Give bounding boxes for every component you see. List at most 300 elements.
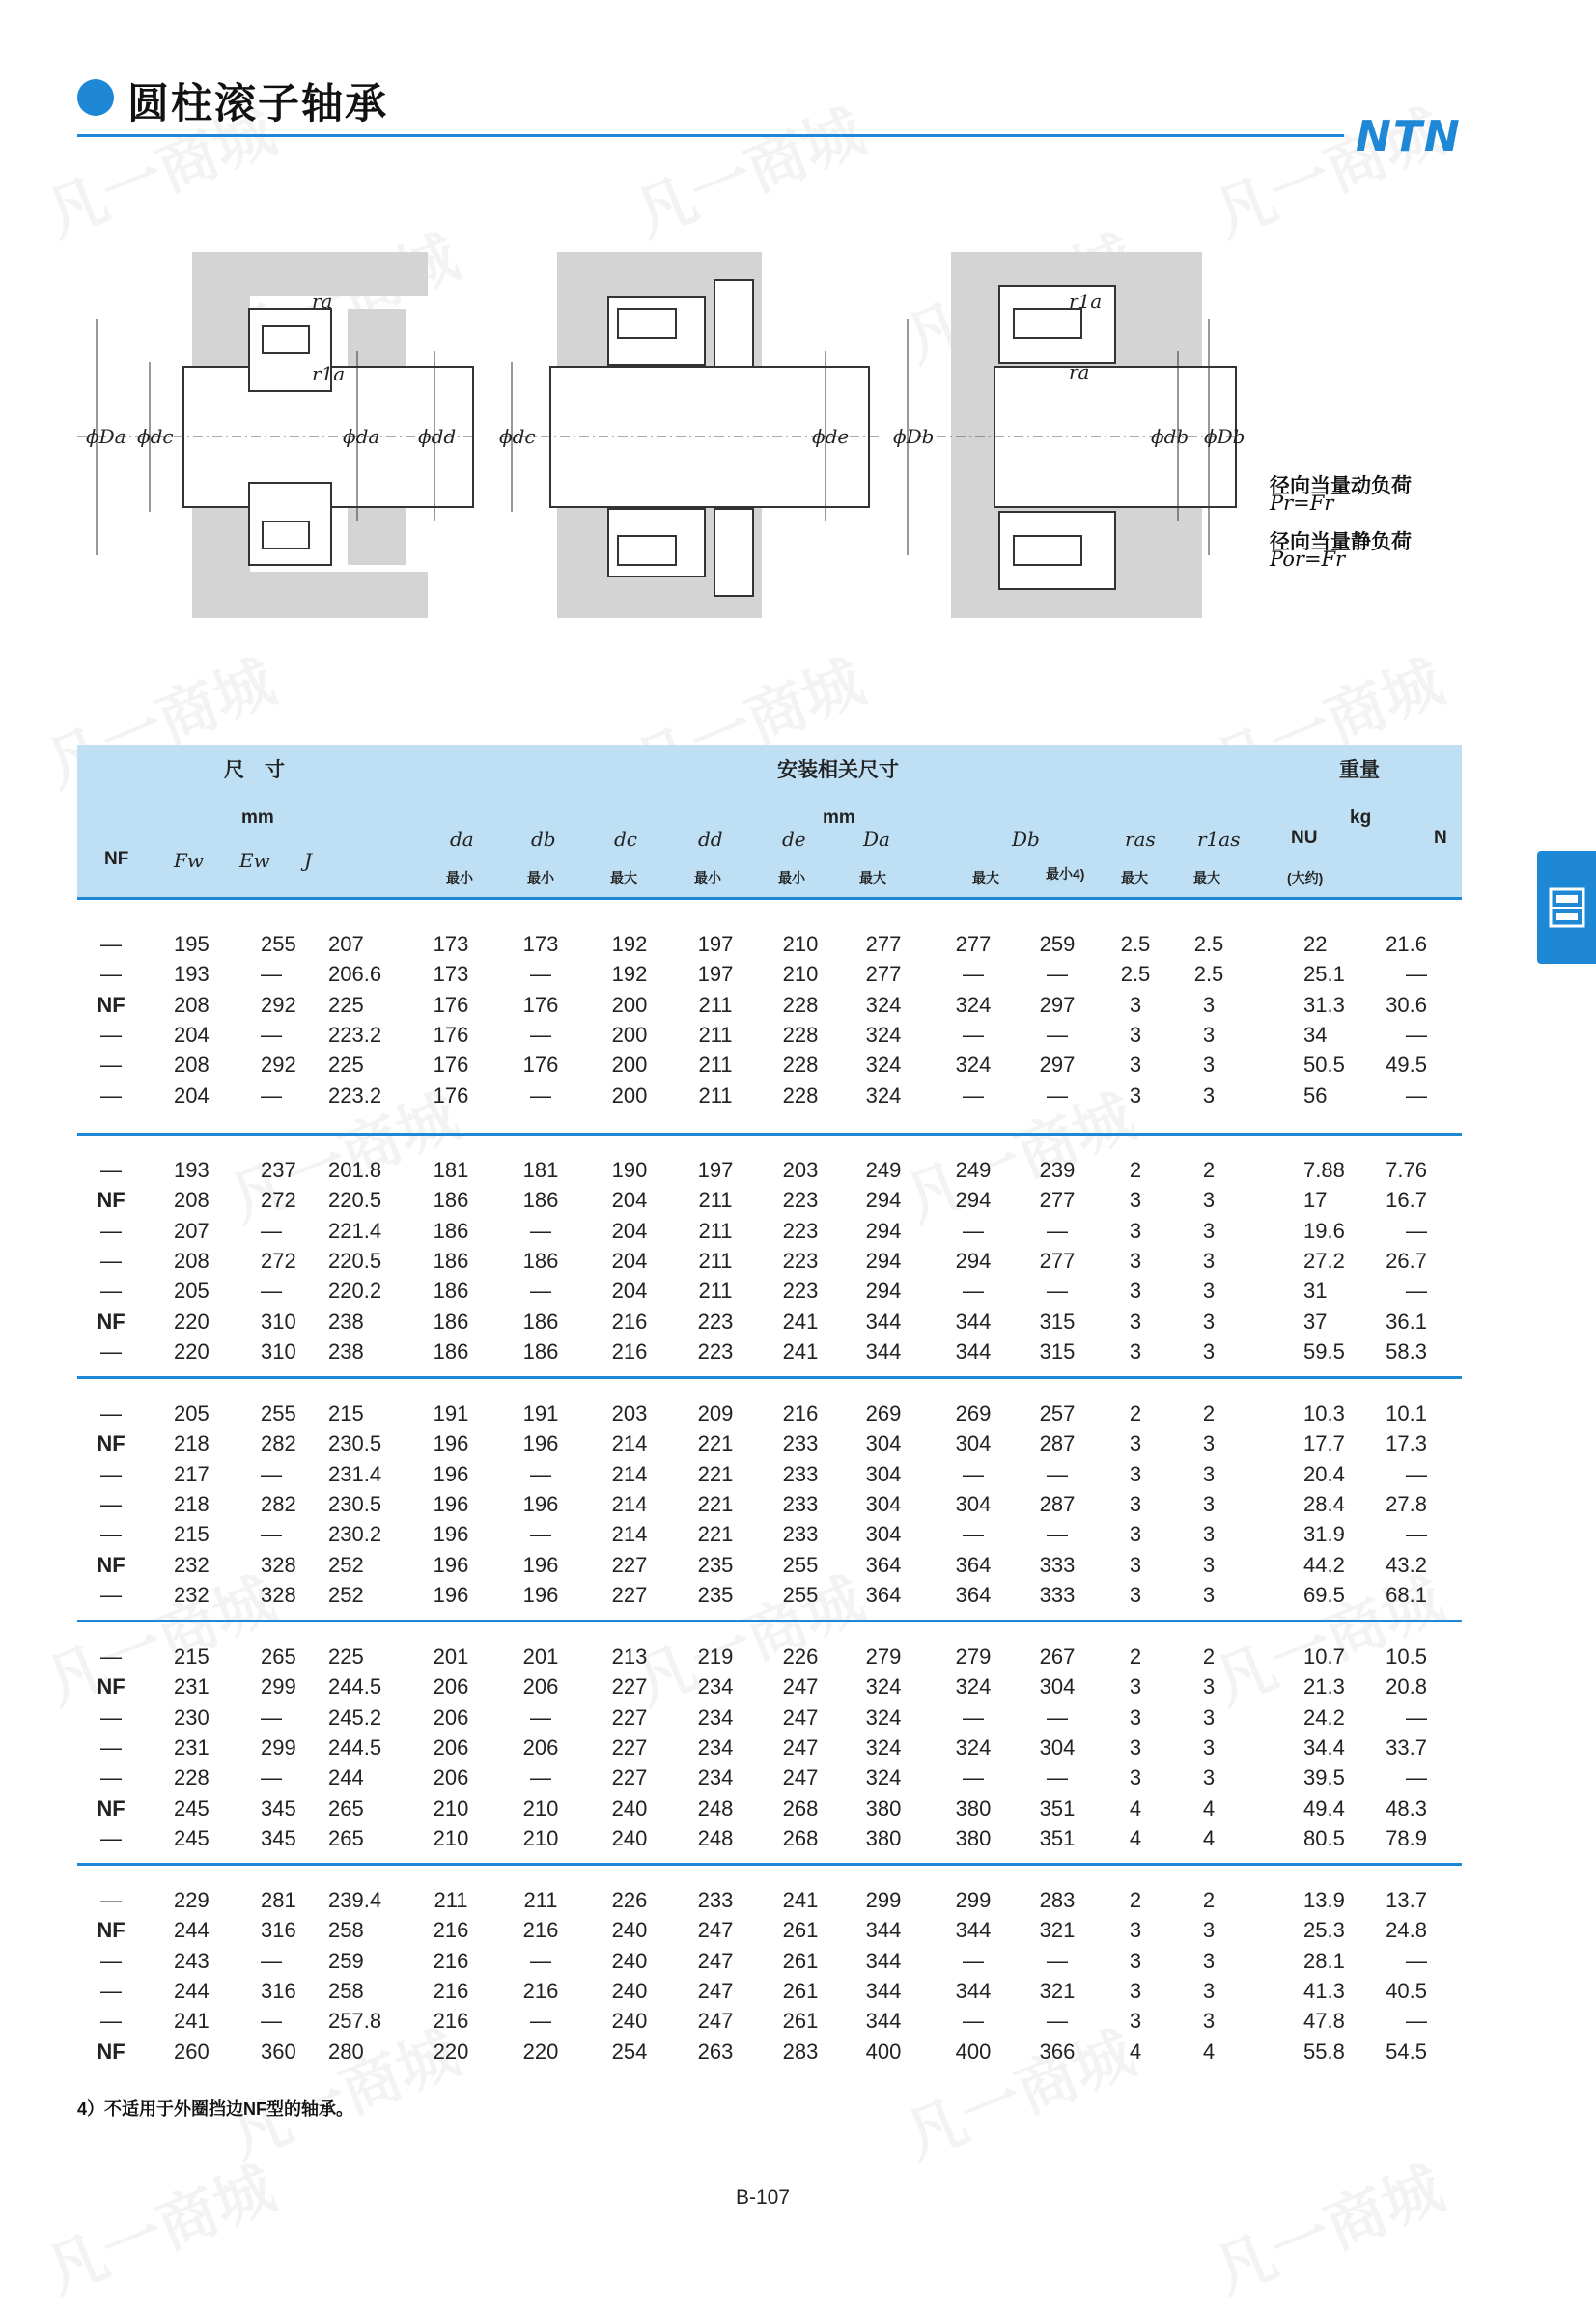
column-header-n: N xyxy=(1434,828,1447,848)
table-cell: — xyxy=(100,1978,122,2003)
table-cell: NF xyxy=(97,1918,126,1943)
table-cell: 204 xyxy=(611,1279,648,1304)
table-cell: 230.5 xyxy=(328,1431,382,1456)
table-cell: 196 xyxy=(433,1552,469,1577)
title-bullet-icon xyxy=(77,79,114,116)
table-cell: — xyxy=(1047,1218,1068,1243)
table-cell: 201 xyxy=(522,1645,559,1669)
table-cell: 3 xyxy=(1129,1918,1142,1943)
table-cell: 287 xyxy=(1039,1491,1076,1516)
table-cell: 232 xyxy=(174,1552,210,1577)
table-cell: 211 xyxy=(698,1218,733,1243)
table-cell: 16.7 xyxy=(1386,1188,1427,1213)
table-cell: 3 xyxy=(1129,1279,1142,1304)
table-cell: 3 xyxy=(1129,1218,1142,1243)
table-cell: 241 xyxy=(782,1888,819,1912)
table-cell: 240 xyxy=(611,1918,648,1943)
table-cell: 244 xyxy=(328,1765,364,1790)
column-header-r1as: r1as xyxy=(1197,828,1241,851)
table-cell: — xyxy=(1047,1522,1068,1547)
table-cell: 218 xyxy=(174,1491,210,1516)
table-cell: 3 xyxy=(1129,1248,1142,1273)
table-cell: 207 xyxy=(328,932,364,956)
table-cell: 247 xyxy=(782,1675,819,1700)
table-cell: 13.9 xyxy=(1303,1888,1345,1912)
table-row xyxy=(77,1823,1462,1853)
table-cell: 268 xyxy=(782,1825,819,1850)
table-cell: 272 xyxy=(261,1248,296,1273)
table-cell: 211 xyxy=(698,1188,733,1213)
table-cell: 201.8 xyxy=(328,1158,382,1182)
table-cell: — xyxy=(100,1158,122,1182)
table-cell: 277 xyxy=(865,962,902,987)
table-cell: 237 xyxy=(261,1158,296,1182)
table-cell: 3 xyxy=(1202,1188,1216,1213)
table-cell: 324 xyxy=(865,1765,902,1790)
table-cell: — xyxy=(1406,1765,1427,1790)
table-cell: 235 xyxy=(697,1552,734,1577)
table-cell: 205 xyxy=(174,1279,210,1304)
column-header-db: Db xyxy=(1012,828,1040,851)
table-cell: 283 xyxy=(1039,1888,1076,1912)
table-cell: 210 xyxy=(522,1795,559,1820)
table-cell: 2 xyxy=(1129,1645,1142,1669)
column-subheader-db-min: 最小4) xyxy=(1046,866,1085,882)
column-header-de: de xyxy=(782,828,806,851)
table-cell: 3 xyxy=(1202,1522,1216,1547)
table-cell: 210 xyxy=(433,1795,469,1820)
table-cell: 186 xyxy=(522,1248,559,1273)
table-row xyxy=(77,1155,1462,1185)
table-cell: 19.6 xyxy=(1303,1218,1345,1243)
table-cell: 206 xyxy=(522,1675,559,1700)
table-cell: 2 xyxy=(1202,1401,1216,1425)
table-cell: 380 xyxy=(955,1825,992,1850)
table-cell: 244 xyxy=(174,1978,210,2003)
table-cell: 214 xyxy=(611,1431,648,1456)
table-cell: — xyxy=(1406,1948,1427,1973)
table-cell: 34.4 xyxy=(1303,1734,1345,1760)
table-cell: 17.3 xyxy=(1386,1431,1427,1456)
table-cell: — xyxy=(1047,1765,1068,1790)
table-cell: 227 xyxy=(611,1765,648,1790)
column-subheader: 最大 xyxy=(859,870,886,886)
column-header-j: J xyxy=(304,849,313,872)
table-row xyxy=(77,1703,1462,1732)
table-cell: 324 xyxy=(955,992,992,1017)
table-cell: 204 xyxy=(611,1248,648,1273)
column-subheader: 最大 xyxy=(1193,870,1220,886)
table-cell: 265 xyxy=(328,1825,364,1850)
column-header-da: Da xyxy=(863,828,890,851)
table-cell: 247 xyxy=(782,1765,819,1790)
table-cell: 3 xyxy=(1202,1309,1216,1334)
table-cell: — xyxy=(530,1218,551,1243)
table-cell: 3 xyxy=(1202,992,1216,1017)
table-cell: 220 xyxy=(522,2039,559,2064)
table-cell: 209 xyxy=(697,1401,734,1425)
table-cell: 20.8 xyxy=(1386,1675,1427,1700)
table-cell: 310 xyxy=(261,1338,296,1364)
table-cell: 206 xyxy=(433,1675,469,1700)
table-cell: 196 xyxy=(522,1582,559,1607)
table-cell: 3 xyxy=(1202,1765,1216,1790)
table-cell: 315 xyxy=(1039,1309,1076,1334)
table-cell: 216 xyxy=(522,1918,559,1943)
table-cell: 28.1 xyxy=(1303,1948,1345,1973)
table-cell: 304 xyxy=(865,1461,902,1486)
table-cell: 344 xyxy=(865,1309,902,1334)
table-cell: — xyxy=(963,1022,984,1047)
table-cell: — xyxy=(261,1083,282,1108)
table-cell: 4 xyxy=(1129,1825,1142,1850)
table-cell: 24.8 xyxy=(1386,1918,1427,1943)
column-subheader-db-max: 最大 xyxy=(972,870,999,886)
table-cell: 3 xyxy=(1129,1053,1142,1078)
table-cell: 247 xyxy=(697,1978,734,2003)
table-cell: 277 xyxy=(1039,1188,1076,1213)
table-cell: 227 xyxy=(611,1734,648,1760)
table-row xyxy=(77,1519,1462,1549)
table-cell: 186 xyxy=(522,1309,559,1334)
table-cell: 235 xyxy=(697,1582,734,1607)
table-cell: 3 xyxy=(1202,1978,1216,2003)
table-row xyxy=(77,2037,1462,2067)
table-cell: — xyxy=(100,1734,122,1760)
table-cell: 277 xyxy=(1039,1248,1076,1273)
table-cell: 31 xyxy=(1303,1279,1328,1304)
page-number: B-107 xyxy=(736,2186,791,2209)
table-cell: 227 xyxy=(611,1675,648,1700)
table-cell: 22 xyxy=(1303,932,1328,956)
table-cell: 240 xyxy=(611,1825,648,1850)
table-cell: 3 xyxy=(1129,1083,1142,1108)
table-cell: 315 xyxy=(1039,1338,1076,1364)
table-cell: 208 xyxy=(174,1188,210,1213)
table-cell: 255 xyxy=(261,932,296,956)
table-cell: 216 xyxy=(611,1338,648,1364)
column-subheader: 最大 xyxy=(610,870,637,886)
table-cell: 214 xyxy=(611,1522,648,1547)
table-cell: 3 xyxy=(1129,1338,1142,1364)
table-cell: 299 xyxy=(261,1675,296,1700)
table-cell: 2 xyxy=(1129,1401,1142,1425)
table-cell: 207 xyxy=(174,1218,210,1243)
table-row xyxy=(77,1337,1462,1366)
table-cell: 233 xyxy=(782,1461,819,1486)
table-cell: 228 xyxy=(174,1765,210,1790)
table-row xyxy=(77,929,1462,959)
table-cell: — xyxy=(100,1461,122,1486)
table-cell: 304 xyxy=(865,1522,902,1547)
table-cell: 223 xyxy=(697,1338,734,1364)
label-da: ϕda xyxy=(343,425,380,448)
table-cell: 221 xyxy=(697,1522,734,1547)
table-cell: 3 xyxy=(1129,1431,1142,1456)
table-cell: 211 xyxy=(434,1888,468,1912)
table-cell: 294 xyxy=(865,1279,902,1304)
table-cell: 196 xyxy=(433,1431,469,1456)
table-cell: — xyxy=(530,1948,551,1973)
column-header-ew: Ew xyxy=(239,849,270,872)
table-cell: 400 xyxy=(865,2039,902,2064)
table-cell: 287 xyxy=(1039,1431,1076,1456)
table-cell: 304 xyxy=(955,1491,992,1516)
table-cell: 196 xyxy=(522,1552,559,1577)
table-cell: — xyxy=(100,1401,122,1425)
table-cell: 10.7 xyxy=(1303,1645,1345,1669)
table-cell: — xyxy=(100,1083,122,1108)
table-cell: 231 xyxy=(174,1675,210,1700)
table-cell: — xyxy=(261,1948,282,1973)
table-cell: 324 xyxy=(955,1675,992,1700)
table-cell: — xyxy=(1406,1279,1427,1304)
table-cell: 2 xyxy=(1129,1158,1142,1182)
table-cell: 217 xyxy=(174,1461,210,1486)
table-cell: 294 xyxy=(955,1248,992,1273)
table-cell: 193 xyxy=(174,962,210,987)
table-cell: 261 xyxy=(782,1978,819,2003)
table-cell: — xyxy=(100,1825,122,1850)
table-cell: 220 xyxy=(174,1309,210,1334)
table-cell: — xyxy=(100,1704,122,1730)
table-cell: 49.5 xyxy=(1386,1053,1427,1078)
table-row xyxy=(77,959,1462,989)
table-cell: — xyxy=(261,1218,282,1243)
table-cell: 4 xyxy=(1129,1795,1142,1820)
table-cell: 215 xyxy=(174,1522,210,1547)
column-header-dc: dc xyxy=(614,828,638,851)
table-cell: — xyxy=(530,1765,551,1790)
table-cell: 238 xyxy=(328,1338,364,1364)
watermark-text xyxy=(1199,2141,1453,2310)
table-cell: — xyxy=(100,1022,122,1047)
table-row xyxy=(77,1081,1462,1111)
table-row xyxy=(77,1489,1462,1519)
table-cell: 200 xyxy=(611,1022,648,1047)
table-cell: — xyxy=(261,1765,282,1790)
column-subheader: 最小 xyxy=(527,870,554,886)
table-cell: 203 xyxy=(782,1158,819,1182)
table-cell: 176 xyxy=(522,992,559,1017)
table-cell: 210 xyxy=(522,1825,559,1850)
table-cell: 245 xyxy=(174,1825,210,1850)
table-cell: 304 xyxy=(1039,1734,1076,1760)
table-cell: 241 xyxy=(782,1338,819,1364)
table-cell: 238 xyxy=(328,1309,364,1334)
table-cell: 261 xyxy=(782,2009,819,2034)
table-cell: NF xyxy=(97,1675,126,1700)
table-cell: 3 xyxy=(1202,1279,1216,1304)
group-header-mounting: 安装相关尺寸 xyxy=(777,759,899,781)
table-cell: 304 xyxy=(865,1431,902,1456)
table-cell: 27.8 xyxy=(1386,1491,1427,1516)
table-cell: — xyxy=(963,2009,984,2034)
table-cell: 214 xyxy=(611,1491,648,1516)
table-cell: 210 xyxy=(782,962,819,987)
table-row xyxy=(77,1793,1462,1823)
table-cell: 240 xyxy=(611,2009,648,2034)
table-cell: 186 xyxy=(433,1338,469,1364)
table-cell: 279 xyxy=(865,1645,902,1669)
table-cell: 195 xyxy=(174,932,210,956)
table-cell: 20.4 xyxy=(1303,1461,1345,1486)
table-cell: 3 xyxy=(1202,1083,1216,1108)
table-cell: 225 xyxy=(328,1053,364,1078)
table-cell: 173 xyxy=(522,932,559,956)
table-cell: — xyxy=(1047,1279,1068,1304)
table-cell: 211 xyxy=(698,1248,733,1273)
table-cell: 210 xyxy=(433,1825,469,1850)
table-cell: 190 xyxy=(611,1158,648,1182)
table-cell: — xyxy=(1406,1083,1427,1108)
table-cell: 210 xyxy=(782,932,819,956)
table-cell: 3 xyxy=(1202,1338,1216,1364)
table-cell: NF xyxy=(97,1431,126,1456)
table-cell: — xyxy=(1047,962,1068,987)
table-cell: 218 xyxy=(174,1431,210,1456)
table-cell: — xyxy=(530,962,551,987)
table-row xyxy=(77,1185,1462,1215)
table-cell: 240 xyxy=(611,1948,648,1973)
table-cell: 245 xyxy=(174,1795,210,1820)
table-cell: 4 xyxy=(1129,2039,1142,2064)
table-cell: 196 xyxy=(433,1461,469,1486)
table-cell: — xyxy=(100,1248,122,1273)
table-cell: 225 xyxy=(328,1645,364,1669)
table-cell: 206 xyxy=(433,1704,469,1730)
title-rule xyxy=(77,134,1344,137)
group-divider xyxy=(77,1620,1462,1622)
table-cell: 200 xyxy=(611,1053,648,1078)
label-Db-outer: ϕDb xyxy=(1204,425,1246,448)
table-cell: 255 xyxy=(782,1552,819,1577)
table-cell: 220.2 xyxy=(328,1279,382,1304)
table-cell: 31.3 xyxy=(1303,992,1345,1017)
group-divider xyxy=(77,1376,1462,1379)
table-cell: 282 xyxy=(261,1431,296,1456)
group-unit-mass: kg xyxy=(1350,807,1372,828)
table-cell: 3 xyxy=(1202,2009,1216,2034)
table-cell: 197 xyxy=(697,962,734,987)
table-cell: 239 xyxy=(1039,1158,1076,1182)
table-cell: 281 xyxy=(261,1888,296,1912)
table-cell: 176 xyxy=(433,992,469,1017)
table-cell: 223 xyxy=(782,1218,819,1243)
table-cell: — xyxy=(1047,1461,1068,1486)
header-rule xyxy=(77,897,1462,900)
table-cell: — xyxy=(261,962,282,987)
table-cell: 197 xyxy=(697,932,734,956)
table-cell: 34 xyxy=(1303,1022,1328,1047)
table-cell: 324 xyxy=(865,992,902,1017)
table-cell: 258 xyxy=(328,1978,364,2003)
table-cell: 223.2 xyxy=(328,1022,382,1047)
column-subheader: (大约) xyxy=(1287,870,1324,886)
table-cell: 265 xyxy=(261,1645,296,1669)
table-cell: 344 xyxy=(955,1309,992,1334)
table-cell: 249 xyxy=(865,1158,902,1182)
table-cell: 277 xyxy=(865,932,902,956)
table-cell: 40.5 xyxy=(1386,1978,1427,2003)
static-load-formula: Por=Fr xyxy=(1270,548,1346,571)
table-cell: 231 xyxy=(174,1734,210,1760)
watermark-text xyxy=(620,84,874,253)
table-cell: NF xyxy=(97,2039,126,2064)
table-cell: 176 xyxy=(433,1022,469,1047)
table-cell: 186 xyxy=(433,1309,469,1334)
table-cell: 59.5 xyxy=(1303,1338,1345,1364)
table-cell: 221 xyxy=(697,1461,734,1486)
footnote: 4）不适用于外圈挡边NF型的轴承。 xyxy=(77,2099,354,2119)
table-row xyxy=(77,1459,1462,1489)
table-cell: 220.5 xyxy=(328,1188,382,1213)
table-cell: 204 xyxy=(174,1083,210,1108)
table-cell: 3 xyxy=(1129,1582,1142,1607)
table-cell: 259 xyxy=(328,1948,364,1973)
table-cell: — xyxy=(1406,1461,1427,1486)
table-cell: 186 xyxy=(433,1279,469,1304)
table-cell: 299 xyxy=(955,1888,992,1912)
table-header xyxy=(77,745,1462,897)
table-cell: — xyxy=(1406,1022,1427,1047)
table-cell: 221.4 xyxy=(328,1218,382,1243)
table-cell: 204 xyxy=(611,1188,648,1213)
table-cell: 360 xyxy=(261,2039,296,2064)
table-cell: 36.1 xyxy=(1386,1309,1427,1334)
table-cell: 3 xyxy=(1129,992,1142,1017)
page-title: 圆柱滚子轴承 xyxy=(127,81,388,127)
table-cell: 3 xyxy=(1202,1704,1216,1730)
table-cell: 31.9 xyxy=(1303,1522,1345,1547)
table-cell: 3 xyxy=(1129,1948,1142,1973)
table-cell: 227 xyxy=(611,1582,648,1607)
table-cell: 54.5 xyxy=(1386,2039,1427,2064)
table-cell: 181 xyxy=(433,1158,469,1182)
table-cell: 324 xyxy=(865,1022,902,1047)
table-cell: 2.5 xyxy=(1120,962,1151,987)
table-cell: — xyxy=(261,1461,282,1486)
table-cell: 247 xyxy=(697,2009,734,2034)
table-cell: 292 xyxy=(261,1053,296,1078)
label-dc: ϕdc xyxy=(137,425,174,448)
column-header-ras: ras xyxy=(1125,828,1156,851)
table-cell: 231.4 xyxy=(328,1461,382,1486)
table-cell: 282 xyxy=(261,1491,296,1516)
table-cell: 220.5 xyxy=(328,1248,382,1273)
table-cell: 294 xyxy=(865,1218,902,1243)
table-cell: 216 xyxy=(433,1918,469,1943)
table-cell: 268 xyxy=(782,1795,819,1820)
watermark-text xyxy=(31,2141,285,2310)
table-cell: 234 xyxy=(697,1765,734,1790)
label-dd: ϕdd xyxy=(418,425,457,448)
column-header-da: da xyxy=(450,828,474,851)
table-cell: 201 xyxy=(433,1645,469,1669)
table-cell: 254 xyxy=(611,2039,648,2064)
table-cell: 43.2 xyxy=(1386,1552,1427,1577)
group-unit-mounting: mm xyxy=(823,807,855,828)
table-cell: 252 xyxy=(328,1552,364,1577)
table-cell: — xyxy=(100,1645,122,1669)
table-cell: 3 xyxy=(1202,1552,1216,1577)
table-cell: 191 xyxy=(433,1401,469,1425)
table-cell: 241 xyxy=(174,2009,210,2034)
table-cell: — xyxy=(100,1522,122,1547)
table-row xyxy=(77,1946,1462,1976)
table-cell: 3 xyxy=(1129,1734,1142,1760)
table-cell: 297 xyxy=(1039,992,1076,1017)
